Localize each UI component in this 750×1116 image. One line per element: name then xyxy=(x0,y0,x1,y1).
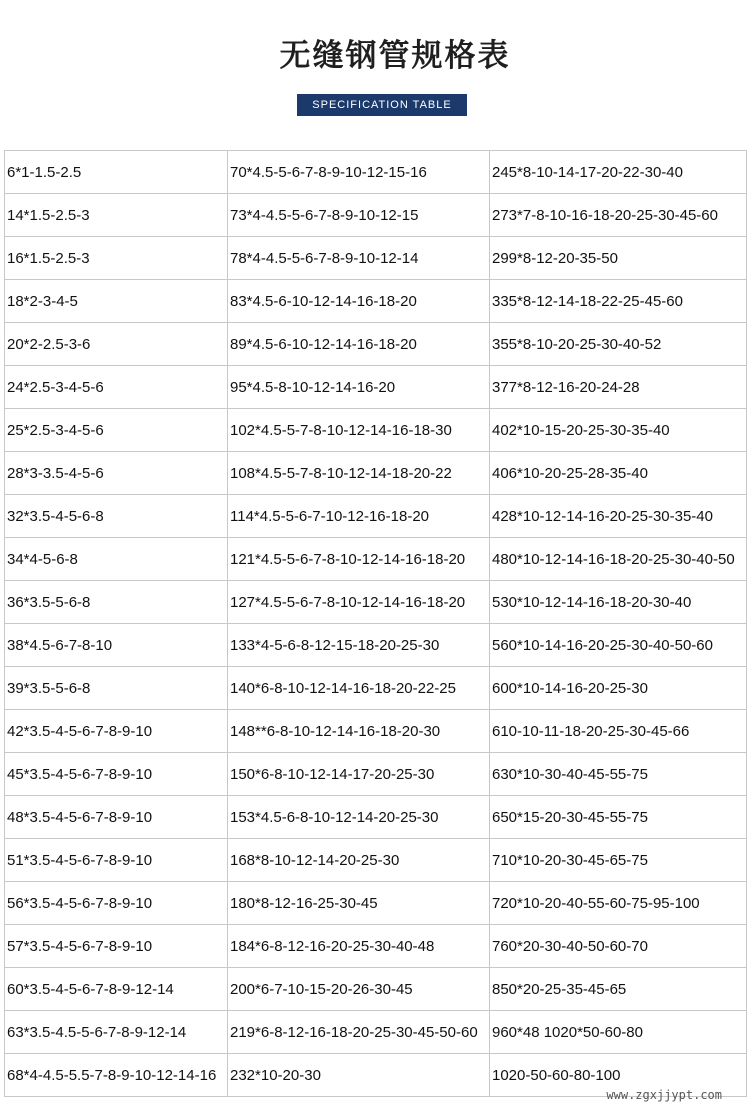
table-row xyxy=(5,409,747,452)
table-cell: 377*8-12-16-20-24-28 xyxy=(490,366,747,409)
table-row xyxy=(5,538,747,581)
table-cell: 219*6-8-12-16-18-20-25-30-45-50-60 xyxy=(228,1011,490,1054)
subtitle-badge: SPECIFICATION TABLE xyxy=(297,94,467,116)
table-cell: 335*8-12-14-18-22-25-45-60 xyxy=(490,280,747,323)
table-cell: 150*6-8-10-12-14-17-20-25-30 xyxy=(228,753,490,796)
table-cell: 39*3.5-5-6-8 xyxy=(5,667,228,710)
table-row xyxy=(5,1011,747,1054)
table-cell: 1020-50-60-80-100 xyxy=(490,1054,747,1097)
table-cell: 127*4.5-5-6-7-8-10-12-14-16-18-20 xyxy=(228,581,490,624)
table-cell: 650*15-20-30-45-55-75 xyxy=(490,796,747,839)
table-cell: 95*4.5-8-10-12-14-16-20 xyxy=(228,366,490,409)
table-row xyxy=(5,237,747,280)
table-row xyxy=(5,452,747,495)
table-cell: 83*4.5-6-10-12-14-16-18-20 xyxy=(228,280,490,323)
table-cell: 6*1-1.5-2.5 xyxy=(5,151,228,194)
table-cell: 133*4-5-6-8-12-15-18-20-25-30 xyxy=(228,624,490,667)
table-cell: 34*4-5-6-8 xyxy=(5,538,228,581)
table-cell: 42*3.5-4-5-6-7-8-9-10 xyxy=(5,710,228,753)
table-cell: 180*8-12-16-25-30-45 xyxy=(228,882,490,925)
specification-table xyxy=(4,150,747,1097)
table-row xyxy=(5,925,747,968)
table-row xyxy=(5,495,747,538)
table-cell: 24*2.5-3-4-5-6 xyxy=(5,366,228,409)
table-cell: 63*3.5-4.5-5-6-7-8-9-12-14 xyxy=(5,1011,228,1054)
table-cell: 102*4.5-5-7-8-10-12-14-16-18-30 xyxy=(228,409,490,452)
table-row xyxy=(5,667,747,710)
table-cell: 56*3.5-4-5-6-7-8-9-10 xyxy=(5,882,228,925)
table-row xyxy=(5,581,747,624)
table-body xyxy=(5,151,747,1097)
table-cell: 610-10-11-18-20-25-30-45-66 xyxy=(490,710,747,753)
table-cell: 78*4-4.5-5-6-7-8-9-10-12-14 xyxy=(228,237,490,280)
table-cell: 60*3.5-4-5-6-7-8-9-12-14 xyxy=(5,968,228,1011)
table-cell: 245*8-10-14-17-20-22-30-40 xyxy=(490,151,747,194)
table-cell: 850*20-25-35-45-65 xyxy=(490,968,747,1011)
table-cell: 20*2-2.5-3-6 xyxy=(5,323,228,366)
table-row xyxy=(5,151,747,194)
table-cell: 45*3.5-4-5-6-7-8-9-10 xyxy=(5,753,228,796)
table-row xyxy=(5,753,747,796)
table-cell: 710*10-20-30-45-65-75 xyxy=(490,839,747,882)
table-cell: 530*10-12-14-16-18-20-30-40 xyxy=(490,581,747,624)
table-cell: 273*7-8-10-16-18-20-25-30-45-60 xyxy=(490,194,747,237)
table-cell: 153*4.5-6-8-10-12-14-20-25-30 xyxy=(228,796,490,839)
table-cell: 428*10-12-14-16-20-25-30-35-40 xyxy=(490,495,747,538)
table-row xyxy=(5,323,747,366)
table-row xyxy=(5,796,747,839)
table-cell: 25*2.5-3-4-5-6 xyxy=(5,409,228,452)
table-cell: 70*4.5-5-6-7-8-9-10-12-15-16 xyxy=(228,151,490,194)
table-cell: 121*4.5-5-6-7-8-10-12-14-16-18-20 xyxy=(228,538,490,581)
table-row xyxy=(5,710,747,753)
table-cell: 36*3.5-5-6-8 xyxy=(5,581,228,624)
table-cell: 720*10-20-40-55-60-75-95-100 xyxy=(490,882,747,925)
table-row xyxy=(5,839,747,882)
table-row xyxy=(5,194,747,237)
table-cell: 960*48 1020*50-60-80 xyxy=(490,1011,747,1054)
table-cell: 148**6-8-10-12-14-16-18-20-30 xyxy=(228,710,490,753)
table-cell: 38*4.5-6-7-8-10 xyxy=(5,624,228,667)
table-cell: 28*3-3.5-4-5-6 xyxy=(5,452,228,495)
table-cell: 299*8-12-20-35-50 xyxy=(490,237,747,280)
table-cell: 402*10-15-20-25-30-35-40 xyxy=(490,409,747,452)
table-cell: 232*10-20-30 xyxy=(228,1054,490,1097)
table-cell: 57*3.5-4-5-6-7-8-9-10 xyxy=(5,925,228,968)
table-row xyxy=(5,624,747,667)
table-cell: 32*3.5-4-5-6-8 xyxy=(5,495,228,538)
table-cell: 200*6-7-10-15-20-26-30-45 xyxy=(228,968,490,1011)
table-row xyxy=(5,968,747,1011)
table-cell: 48*3.5-4-5-6-7-8-9-10 xyxy=(5,796,228,839)
table-cell: 406*10-20-25-28-35-40 xyxy=(490,452,747,495)
table-cell: 114*4.5-5-6-7-10-12-16-18-20 xyxy=(228,495,490,538)
table-cell: 560*10-14-16-20-25-30-40-50-60 xyxy=(490,624,747,667)
table-row xyxy=(5,280,747,323)
table-cell: 73*4-4.5-5-6-7-8-9-10-12-15 xyxy=(228,194,490,237)
table-cell: 480*10-12-14-16-18-20-25-30-40-50 xyxy=(490,538,747,581)
table-cell: 168*8-10-12-14-20-25-30 xyxy=(228,839,490,882)
table-cell: 51*3.5-4-5-6-7-8-9-10 xyxy=(5,839,228,882)
table-cell: 68*4-4.5-5.5-7-8-9-10-12-14-16 xyxy=(5,1054,228,1097)
table-cell: 14*1.5-2.5-3 xyxy=(5,194,228,237)
table-cell: 18*2-3-4-5 xyxy=(5,280,228,323)
table-cell: 16*1.5-2.5-3 xyxy=(5,237,228,280)
table-cell: 355*8-10-20-25-30-40-52 xyxy=(490,323,747,366)
table-row xyxy=(5,882,747,925)
page-title: 无缝钢管规格表 xyxy=(279,38,511,74)
table-cell: 600*10-14-16-20-25-30 xyxy=(490,667,747,710)
table-cell: 630*10-30-40-45-55-75 xyxy=(490,753,747,796)
table-cell: 89*4.5-6-10-12-14-16-18-20 xyxy=(228,323,490,366)
table-cell: 108*4.5-5-7-8-10-12-14-18-20-22 xyxy=(228,452,490,495)
watermark: www.zgxjjypt.com xyxy=(606,1088,722,1102)
table-cell: 760*20-30-40-50-60-70 xyxy=(490,925,747,968)
table-cell: 184*6-8-12-16-20-25-30-40-48 xyxy=(228,925,490,968)
table-row xyxy=(5,366,747,409)
table-cell: 140*6-8-10-12-14-16-18-20-22-25 xyxy=(228,667,490,710)
